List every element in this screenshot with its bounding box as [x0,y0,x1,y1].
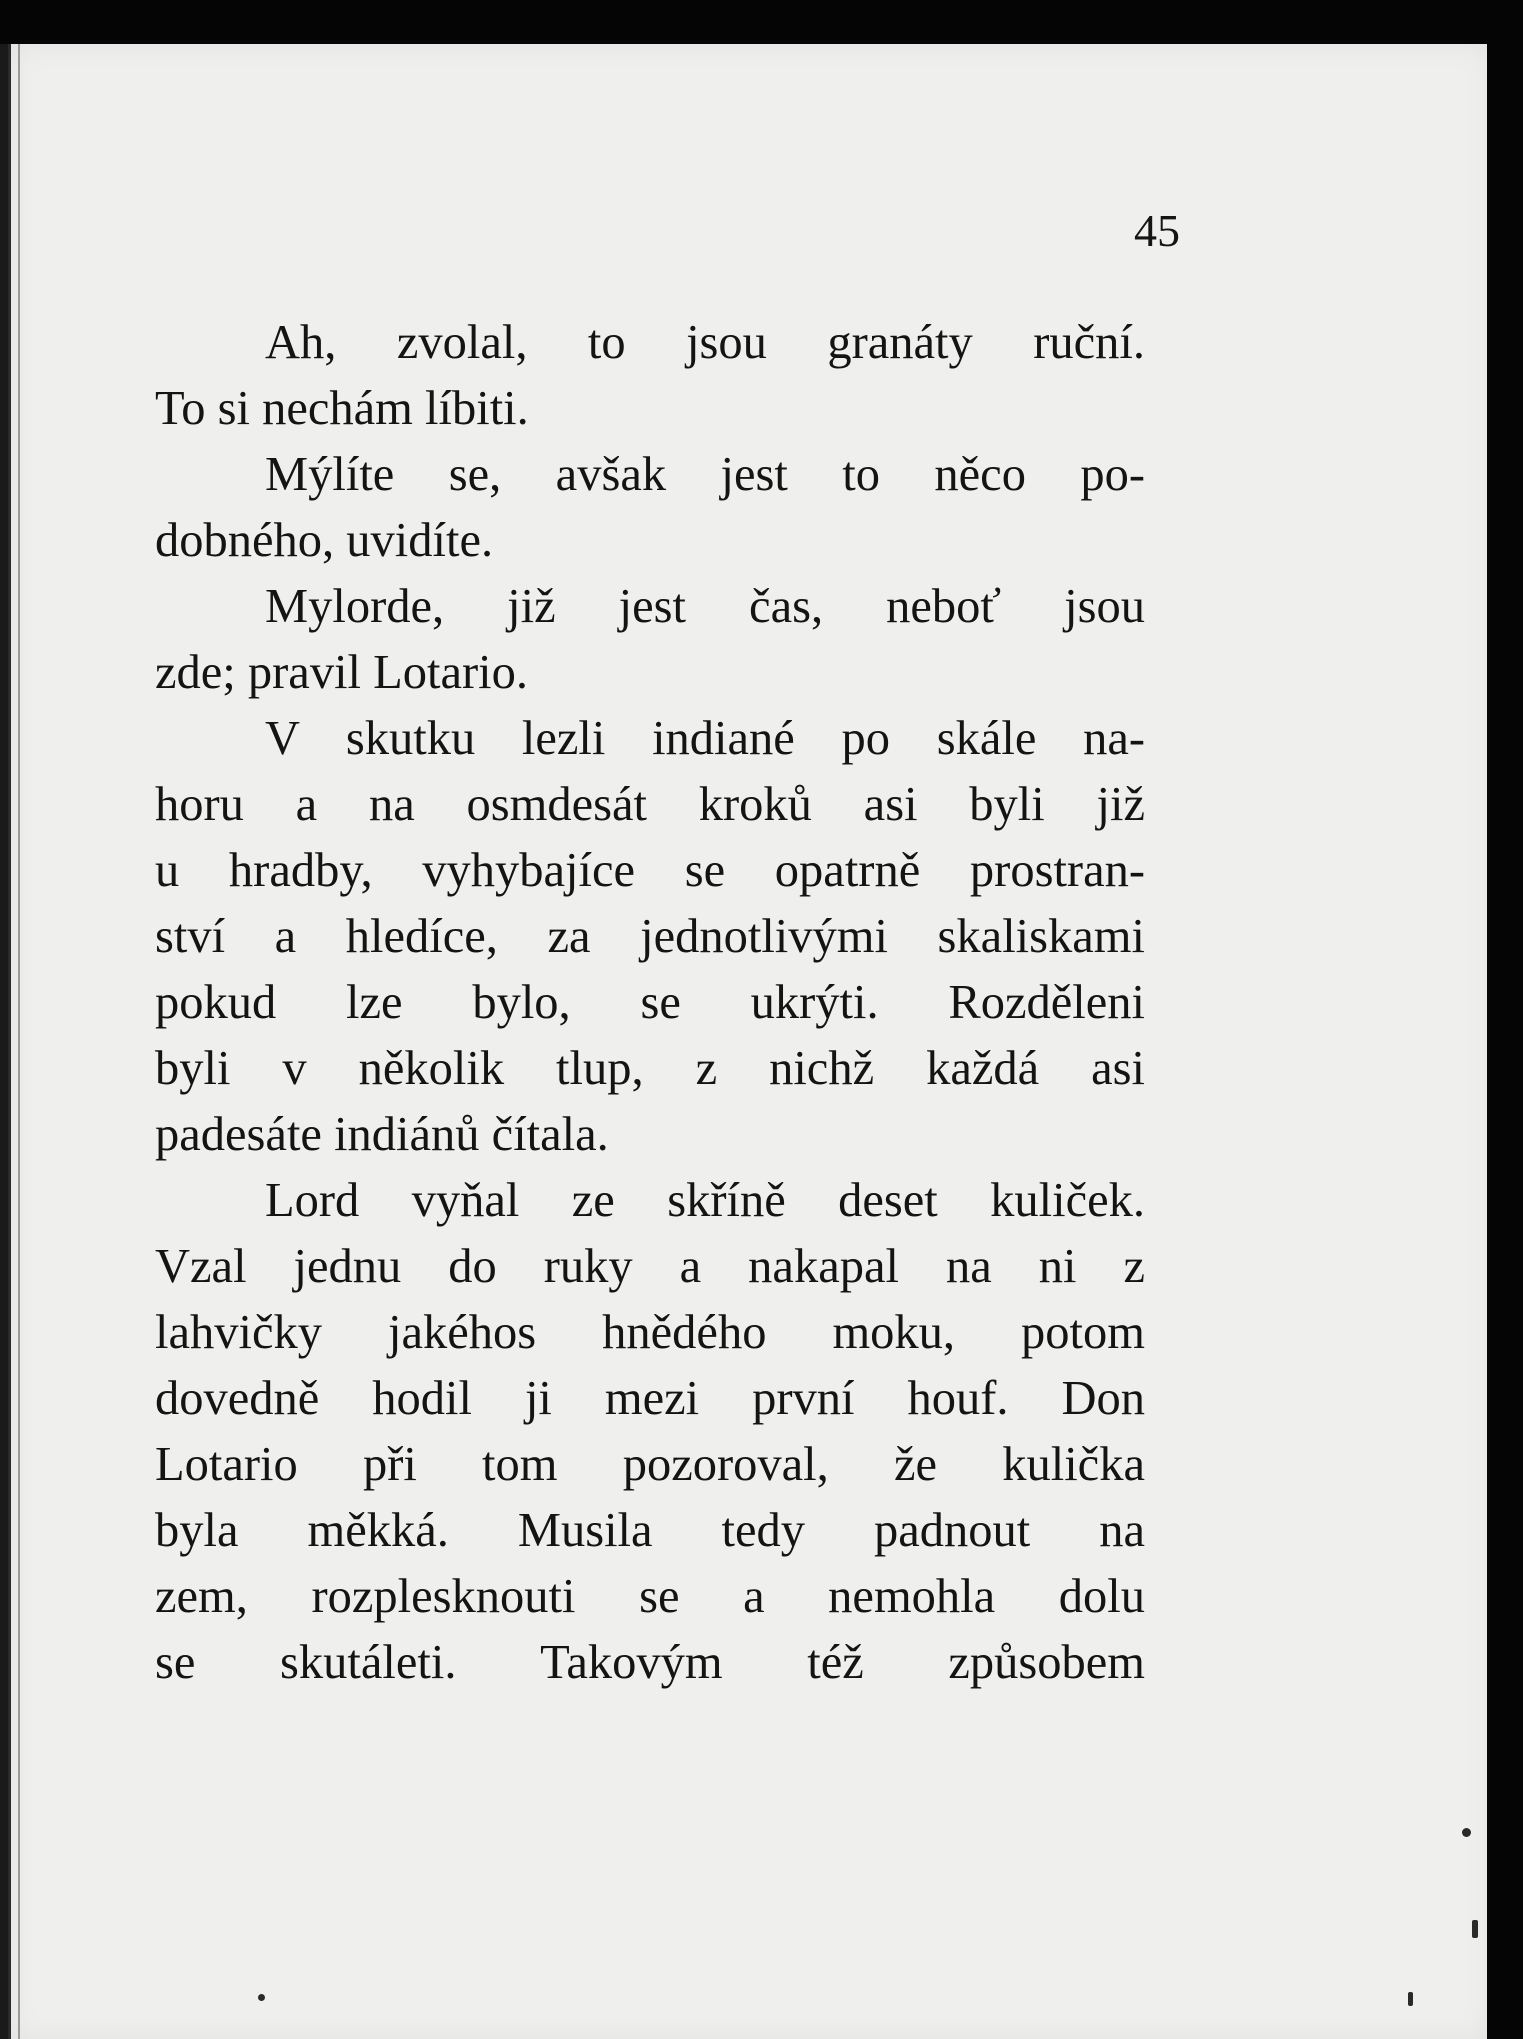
top-scan-border [0,0,1523,44]
dust-speck [1462,1828,1471,1837]
text-line: u hradby, vyhybajíce se opatrně prostran- [155,844,1145,897]
text-line: pokud lze bylo, se ukrýti. Rozděleni [155,976,1145,1029]
text-line: Mylorde, již jest čas, neboť jsou [265,580,1145,633]
text-line: byli v několik tlup, z nichž každá asi [155,1042,1145,1095]
page-number: 45 [1134,205,1180,256]
text-line: Mýlíte se, avšak jest to něco po- [265,448,1145,501]
text-line: byla měkká. Musila tedy padnout na [155,1504,1145,1557]
text-line: Lord vyňal ze skříně deset kuliček. [265,1174,1145,1227]
text-line: dobného, uvidíte. [155,514,494,567]
text-line: To si nechám líbiti. [155,382,529,435]
binding-line [18,44,20,2039]
text-line: lahvičky jakéhos hnědého moku, potom [155,1306,1145,1359]
text-line: zem, rozplesknouti se a nemohla dolu [155,1570,1145,1623]
text-line: Lotario při tom pozoroval, že kulička [155,1438,1145,1491]
text-line: zde; pravil Lotario. [155,646,529,699]
left-scan-border [0,44,8,2039]
text-line: V skutku lezli indiané po skále na- [265,712,1145,765]
dust-speck [1408,1992,1413,2006]
text-line: Ah, zvolal, to jsou granáty ruční. [265,316,1145,369]
text-line: ství a hledíce, za jednotlivými skaliskami [155,910,1145,963]
right-scan-border [1487,0,1523,2039]
body-text [155,310,1145,1696]
text-line: Vzal jednu do ruky a nakapal na ni z [155,1240,1145,1293]
dust-speck [1472,1920,1478,1938]
text-line: horu a na osmdesát kroků asi byli již [155,778,1145,831]
text-line: padesáte indiánů čítala. [155,1108,609,1161]
text-line: se skutáleti. Takovým též způsobem [155,1636,1145,1689]
dust-speck [258,1994,265,2001]
text-line: dovedně hodil ji mezi první houf. Don [155,1372,1145,1425]
